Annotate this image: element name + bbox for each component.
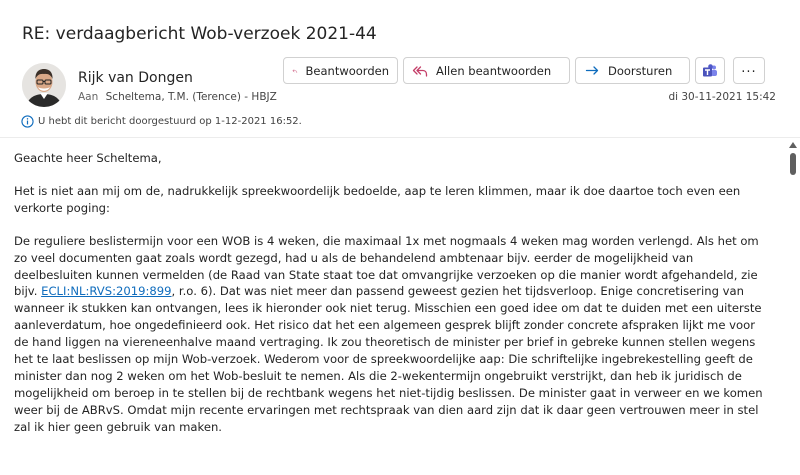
greeting: Geachte heer Scheltema, (14, 151, 162, 165)
forward-icon (584, 63, 600, 79)
message-actions (283, 57, 765, 84)
message-body (14, 150, 770, 452)
forward-label: Doorsturen (608, 63, 673, 78)
reply-all-button[interactable] (403, 57, 570, 84)
body-paragraph-2 (14, 233, 770, 436)
message-scrollbar[interactable] (786, 138, 800, 475)
ecli-link[interactable]: ECLI:NL:RVS:2019:899 (41, 284, 172, 299)
to-label: Aan (78, 91, 99, 103)
recipient-name[interactable]: Scheltema, T.M. (Terence) - HBJZ (105, 91, 277, 103)
teams-icon (702, 63, 718, 79)
reply-all-label: Allen beantwoorden (436, 63, 552, 78)
more-icon: ... (741, 60, 757, 76)
sender-avatar[interactable] (22, 63, 66, 107)
forwarded-notice (21, 115, 302, 128)
body-paragraph-2-end: , r.o. 6). Dat was niet meer dan passend geweest gezien het tijdsverloop. Enige concretisering van wanneer ik stukken kan ontvangen, lees ik hieronder ook niet terug. Misschien een goed idee om dat te duiden met een uiterste aanleverdatum, hoe ongedefinieerd ook. Het risico dat het een algemeen gesprek blijft zonder concrete afspraken lijkt me voor de hand liggen na viereneenhalve maand vertraging. Ik zou theoretisch de minister per brief in gebreke kunnen stellen wegens het te laat beslissen op mijn Wob-verzoek. Wederom voor de spreekwoordelijke aap: Die schriftelijke ingebrekestelling geeft de minister dan nog 2 weken om het Wob-besluit te nemen. Als die 2-wekentermijn ongebruikt verstrijkt, dan heb ik juridisch de mogelijkheid om beroep in te stellen bij de rechtbank wegens het niet-tijdig beslissen. De minister gaat in verweer en we komen weer bij de ABRvS. Omdat mijn recente ervaringen met rechtspraak van dien aard zijn dat ik daar geen vertrouwen meer in stel zal ik hier geen gebruik van maken. (14, 284, 763, 434)
reply-all-icon (412, 63, 428, 79)
reply-icon (292, 63, 298, 79)
scroll-up-arrow-icon[interactable] (789, 142, 797, 148)
header-divider (0, 137, 800, 138)
reply-label: Beantwoorden (305, 63, 389, 78)
forward-button[interactable] (575, 57, 690, 84)
more-actions-button[interactable] (733, 57, 765, 84)
body-paragraph-2-start: De reguliere beslistermijn voor een WOB is 4 weken, die maximaal 1x met nogmaals 4 weken mag worden verlengd. Als het om zo veel documenten gaat zoals wordt gezegd, had u als de behandelend ambtenaar bijv. eerder de mogelijkheid van deelbesluiten kunnen vermelden (de Raad van State staat toe dat omvangrijke verzoeken op die manier wordt afgehandeld, zie bijv. (14, 233, 759, 299)
scroll-thumb[interactable] (790, 153, 796, 175)
sender-name[interactable]: Rijk van Dongen (78, 70, 193, 86)
email-subject: RE: verdaagbericht Wob-verzoek 2021-44 (22, 24, 377, 44)
share-to-teams-button[interactable] (695, 57, 725, 84)
message-timestamp: di 30-11-2021 15:42 (668, 91, 776, 103)
recipient-line (78, 91, 277, 103)
reply-button[interactable] (283, 57, 398, 84)
forwarded-notice-text: U hebt dit bericht doorgestuurd op 1-12-2021 16:52. (38, 116, 302, 127)
body-paragraph-1: Het is niet aan mij om de, nadrukkelijk spreekwoordelijk bedoelde, aap te leren klimmen, maar ik doe daartoe toch even een verkorte poging: (14, 183, 741, 215)
info-icon (21, 115, 34, 128)
